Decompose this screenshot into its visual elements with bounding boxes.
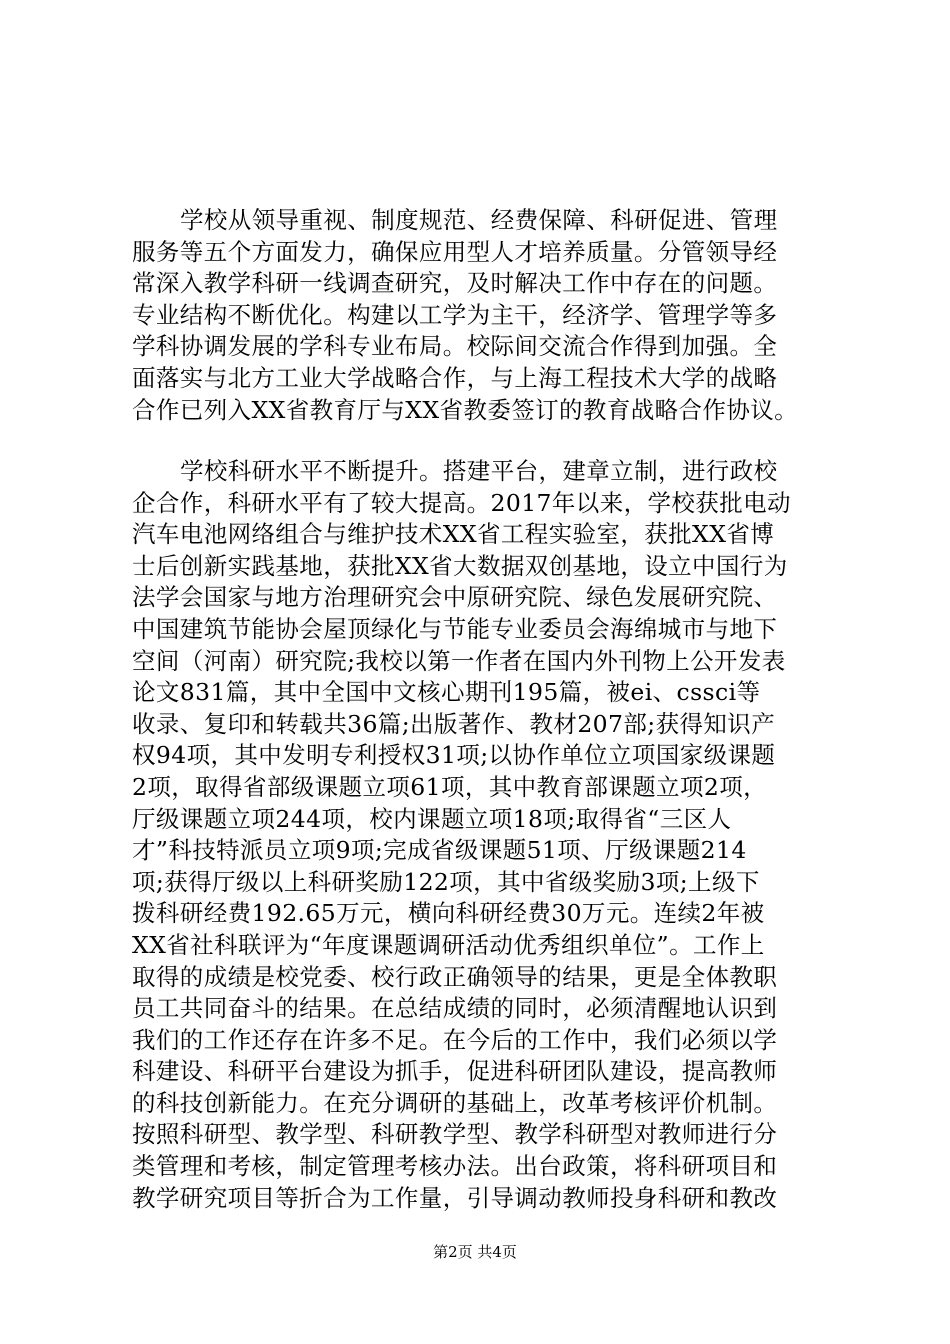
paragraph-line: 面落实与北方工业大学战略合作，与上海工程技术大学的战略 bbox=[132, 363, 778, 392]
paragraph-line: 服务等五个方面发力，确保应用型人才培养质量。分管领导经 bbox=[132, 237, 778, 266]
paragraph-line: 项;获得厅级以上科研奖励122项，其中省级奖励3项;上级下 bbox=[132, 867, 760, 896]
paragraph-line: 教学研究项目等折合为工作量，引导调动教师投身科研和教改 bbox=[132, 1183, 778, 1212]
paragraph-line: 才”科技特派员立项9项;完成省级课题51项、厅级课题214 bbox=[132, 836, 747, 865]
paragraph-line: 中国建筑节能协会屋顶绿化与节能专业委员会海绵城市与地下 bbox=[132, 614, 778, 643]
paragraph-line: 专业结构不断优化。构建以工学为主干，经济学、管理学等多 bbox=[132, 300, 778, 329]
paragraph-line: 我们的工作还存在许多不足。在今后的工作中，我们必须以学 bbox=[132, 1025, 778, 1054]
paragraph-line: 论文831篇，其中全国中文核心期刊195篇，被ei、cssci等 bbox=[132, 678, 761, 707]
paragraph-line: 士后创新实践基地，获批XX省大数据双创基地，设立中国行为 bbox=[132, 551, 788, 580]
paragraph-line: 科建设、科研平台建设为抓手，促进科研团队建设，提高教师 bbox=[132, 1057, 778, 1086]
paragraph-line: 合作已列入XX省教育厅与XX省教委签订的教育战略合作协议。 bbox=[132, 395, 799, 424]
paragraph-line: 权94项，其中发明专利授权31项;以协作单位立项国家级课题 bbox=[132, 741, 776, 770]
paragraph-line: 厅级课题立项244项，校内课题立项18项;取得省“三区人 bbox=[132, 804, 732, 833]
paragraph-line: 法学会国家与地方治理研究会中原研究院、绿色发展研究院、 bbox=[132, 583, 778, 612]
paragraph-line: 的科技创新能力。在充分调研的基础上，改革考核评价机制。 bbox=[132, 1088, 778, 1117]
paragraph-line: 拨科研经费192.65万元，横向科研经费30万元。连续2年被 bbox=[132, 899, 765, 928]
paragraph-line: 类管理和考核，制定管理考核办法。出台政策，将科研项目和 bbox=[132, 1152, 778, 1181]
paragraph-line: 汽车电池网络组合与维护技术XX省工程实验室，获批XX省博 bbox=[132, 520, 775, 549]
page-footer: 第2页 共4页 bbox=[433, 1243, 517, 1261]
paragraph-line: 空间（河南）研究院;我校以第一作者在国内外刊物上公开发表 bbox=[132, 646, 786, 675]
paragraph-line: 2项，取得省部级课题立项61项，其中教育部课题立项2项， bbox=[132, 772, 768, 801]
paragraph-line: 企合作，科研水平有了较大提高。2017年以来，学校获批电动 bbox=[132, 488, 791, 517]
paragraph-line: 收录、复印和转载共36篇;出版著作、教材207部;获得知识产 bbox=[132, 709, 776, 738]
paragraph bbox=[132, 205, 832, 426]
paragraph-line: 员工共同奋斗的结果。在总结成绩的同时，必须清醒地认识到 bbox=[132, 994, 778, 1023]
paragraph-line: 学校从领导重视、制度规范、经费保障、科研促进、管理 bbox=[180, 206, 778, 234]
paragraph bbox=[132, 456, 832, 1214]
paragraph-line: XX省社科联评为“年度课题调研活动优秀组织单位”。工作上 bbox=[132, 930, 765, 959]
paragraph-line: 常深入教学科研一线调查研究，及时解决工作中存在的问题。 bbox=[132, 269, 778, 298]
paragraph-line: 学校科研水平不断提升。搭建平台，建章立制，进行政校 bbox=[180, 457, 778, 485]
paragraph-line: 按照科研型、教学型、科研教学型、教学科研型对教师进行分 bbox=[132, 1120, 778, 1149]
paragraph-line: 取得的成绩是校党委、校行政正确领导的结果，更是全体教职 bbox=[132, 962, 778, 991]
paragraph-line: 学科协调发展的学科专业布局。校际间交流合作得到加强。全 bbox=[132, 332, 778, 361]
